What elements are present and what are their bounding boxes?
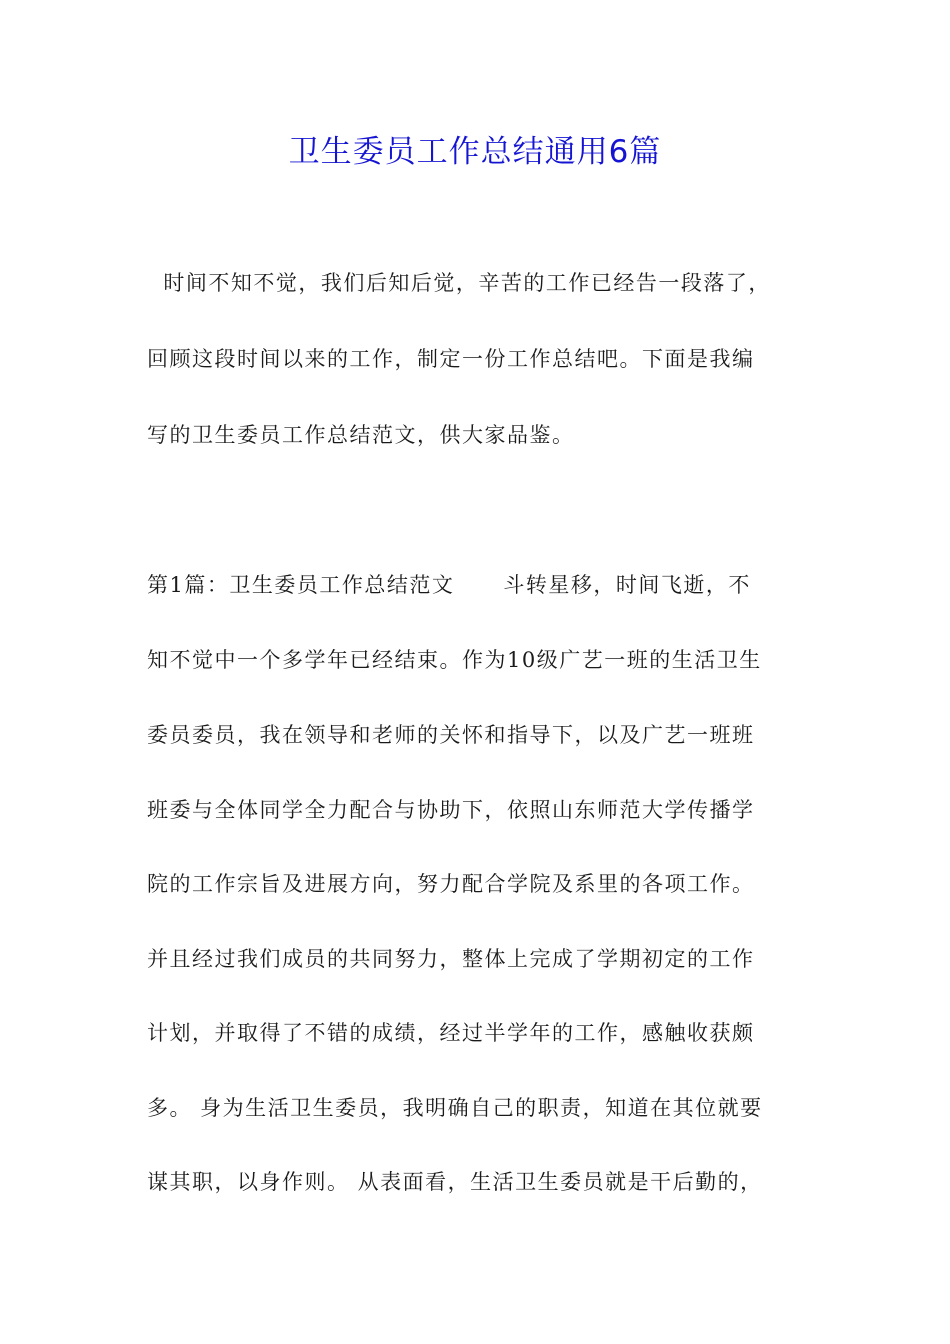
body-line: 院的工作宗旨及进展方向，努力配合学院及系里的各项工作。 [147, 872, 755, 896]
body-line: 第1篇：卫生委员工作总结范文 斗转星移，时间飞逝，不 [147, 573, 751, 597]
intro-line: 时间不知不觉，我们后知后觉，辛苦的工作已经告一段落了， [147, 271, 771, 295]
intro-line: 写的卫生委员工作总结范文，供大家品鉴。 [147, 423, 575, 447]
body-line: 谋其职，以身作则。 从表面看，生活卫生委员就是干后勤的， [147, 1170, 763, 1194]
body-line: 班委与全体同学全力配合与协助下，依照山东师范大学传播学 [147, 798, 755, 822]
body-line: 委员委员，我在领导和老师的关怀和指导下，以及广艺一班班 [147, 723, 755, 747]
body-line: 多。 身为生活卫生委员，我明确自己的职责，知道在其位就要 [147, 1096, 763, 1120]
body-line: 并且经过我们成员的共同努力，整体上完成了学期初定的工作 [147, 947, 755, 971]
body-line: 计划，并取得了不错的成绩，经过半学年的工作，感触收获颇 [147, 1021, 755, 1045]
body-line: 知不觉中一个多学年已经结束。作为10级广艺一班的生活卫生 [147, 648, 762, 672]
intro-line: 回顾这段时间以来的工作，制定一份工作总结吧。下面是我编 [147, 347, 755, 371]
document-title: 卫生委员工作总结通用6篇 [288, 134, 662, 170]
